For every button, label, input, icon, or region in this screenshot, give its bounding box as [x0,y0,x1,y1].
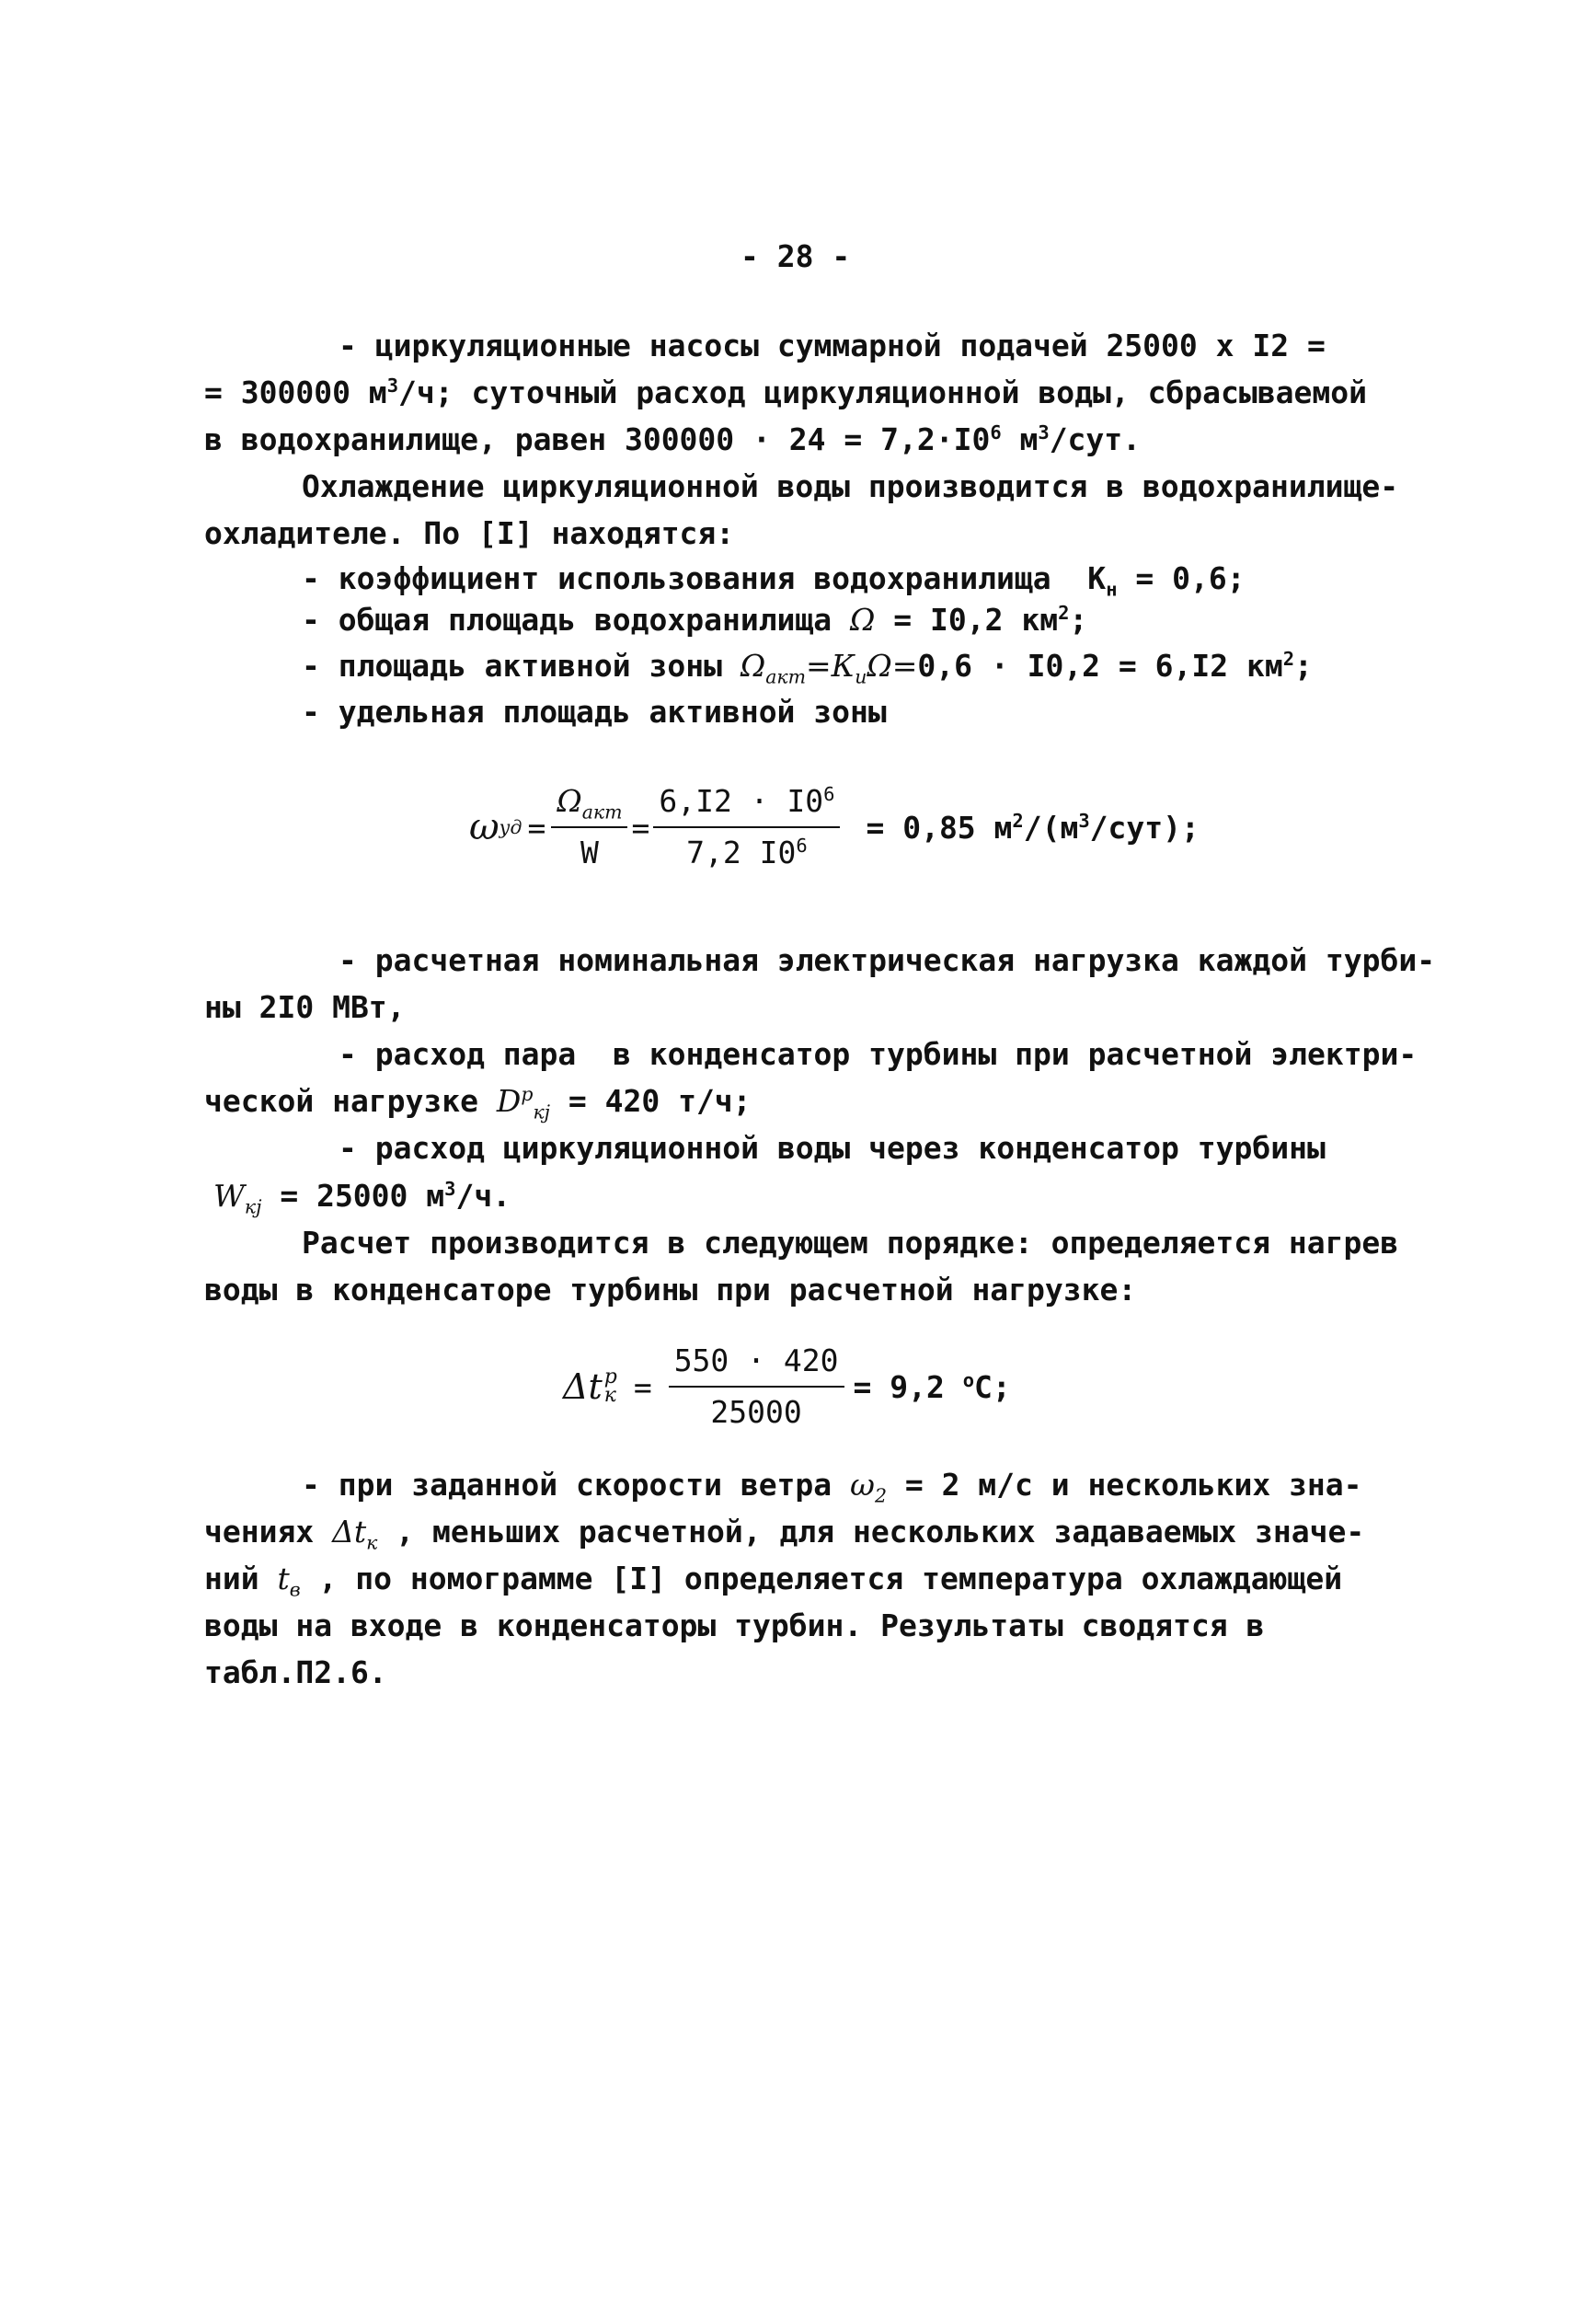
numerator: 550 · 420 [669,1340,844,1388]
fraction [669,1340,844,1434]
text-line-11b [204,1079,752,1123]
text-segment: /сут. [1049,421,1142,457]
text-segment: = I0,2 км [875,602,1059,638]
text-line-10a: - расчетная номинальная электрическая нагрузка каждой турби- [339,942,1436,978]
text-line-4: Охлаждение циркуляционной воды производится в водохранилище- [302,468,1399,504]
formula-symbol: D [496,1083,522,1119]
omega-symbol: Ω [557,783,582,819]
text-line-11a: - расход пара в конденсатор турбины при расчетной электри- [339,1036,1418,1072]
text-line-6 [302,557,1246,601]
text-line-5: охладителе. По [I] находятся: [204,515,735,551]
superscript: 3 [386,374,398,397]
numerator [551,780,627,828]
denominator: W [580,835,599,870]
text-segment: = 300000 м [204,374,387,410]
text-line-14c [204,1557,1342,1601]
omega-symbol: Ω= [867,648,918,684]
subscript: к [366,1531,378,1554]
superscript: 2 [1282,648,1295,670]
subscript: акт [581,801,623,824]
text-segment: чениях [204,1514,333,1550]
denominator: 25000 [710,1394,802,1430]
text-segment: ; [1294,648,1313,684]
formula-lhs: Δt [563,1366,603,1407]
text-line-3 [204,418,1141,462]
text-line-1: - циркуляционные насосы суммарной подачей 25000 х I2 = [339,328,1326,363]
subscript: 2 [874,1484,887,1507]
text-segment: ческой нагрузке [204,1083,497,1119]
superscript: 2 [1012,809,1024,832]
formula-segment: =К [805,648,855,684]
equals-sign: = [527,809,546,846]
subscript: акт [765,665,806,688]
text-segment: - при заданной скорости ветра [302,1467,851,1503]
text-segment: = 0,6; [1117,560,1246,596]
fraction [653,780,840,874]
text-line-12b [213,1174,511,1218]
formula-heating [563,1340,1011,1434]
text-line-14a [302,1463,1362,1507]
subscript: н [1106,578,1118,601]
text-segment: 6,I2 · I0 [659,783,824,819]
text-line-13a: Расчет производится в следующем порядке: определяется нагрев [302,1225,1399,1261]
text-line-12a: - расход циркуляционной воды через конденсатор турбины [339,1130,1326,1166]
text-segment: ; [1069,602,1088,638]
text-segment: - коэффициент использования водохранилища К [302,560,1107,596]
text-segment: - площадь активной зоны [302,648,741,684]
formula-symbol: ω [850,1467,875,1503]
text-line-14d: воды на входе в конденсаторы турбин. Результаты сводятся в [204,1607,1265,1643]
index-stack [603,1365,617,1407]
superscript: 3 [1078,809,1090,832]
superscript: о [962,1368,975,1391]
subscript: кj [533,1100,550,1123]
text-line-8 [302,644,1313,688]
text-segment: , по номограмме [I] определяется температура охлаждающей [300,1561,1343,1596]
subscript: в [289,1578,301,1601]
text-segment: , меньших расчетной, для нескольких задаваемых значе- [377,1514,1365,1550]
superscript: 3 [1038,421,1050,444]
text-segment: = 25000 м [261,1178,445,1214]
text-segment: = 0,85 м [866,809,1013,846]
text-line-7 [302,598,1087,642]
text-segment: /ч; суточный расход циркуляционной воды, сбрасываемой [398,374,1367,410]
text-segment: = 2 м/с и нескольких зна- [886,1467,1362,1503]
text-segment: 0,6 · I0,2 = 6,I2 км [917,648,1283,684]
text-segment: /(м [1023,809,1079,846]
text-segment: С; [974,1368,1011,1405]
formula-result [854,1369,1011,1405]
text-line-14b [204,1510,1364,1554]
text-line-10b: ны 2I0 МВт, [204,989,406,1025]
denominator [653,828,840,874]
text-line-9: - удельная площадь активной зоны [302,694,887,730]
text-segment: ний [204,1561,278,1596]
numerator [653,780,840,828]
formula-symbol: W [213,1178,245,1214]
fraction [551,780,627,874]
text-segment: /ч. [455,1178,511,1214]
text-segment: /сут); [1089,809,1200,846]
subscript: кj [244,1195,262,1218]
formula-result [866,810,1199,846]
omega-symbol: Ω [850,602,876,638]
equals-sign: = [633,1368,652,1405]
superscript: 2 [1058,602,1070,624]
text-line-13b: воды в конденсаторе турбины при расчетной нагрузке: [204,1272,1137,1308]
superscript: р [521,1083,534,1105]
text-segment: = 420 т/ч; [550,1083,752,1119]
formula-specific-area: ω уд = $\frac{\Omega_{акт}}{W}$ = $\frac{6,I2 \cdot I0^6}{7,2 I0^6}$ = 0,85 $м^2/(м^3/сут)$; [469,780,1200,874]
superscript: 6 [796,835,808,857]
omega-symbol: Ω [740,648,766,684]
formula-symbol: t [277,1561,290,1596]
text-segment: = 9,2 [853,1368,963,1405]
text-line-2 [204,371,1367,415]
formula-lhs: ω [469,806,499,848]
text-segment: в водохранилище, равен 300000 · 24 = 7,2·I0 [204,421,991,457]
formula-symbol: Δt [332,1514,367,1550]
text-segment: 7,2 I0 [686,835,797,870]
text-segment: - общая площадь водохранилища [302,602,851,638]
equals-sign: = [631,809,650,846]
subscript: и [855,665,867,688]
page-number: - 28 - [741,238,851,274]
text-segment: м [1001,421,1039,457]
text-line-14e: табл.П2.6. [204,1654,387,1690]
superscript: 6 [823,783,835,805]
superscript: 3 [444,1178,456,1200]
subscript: к [603,1384,616,1407]
superscript: р [603,1365,617,1388]
superscript: 6 [990,421,1002,444]
